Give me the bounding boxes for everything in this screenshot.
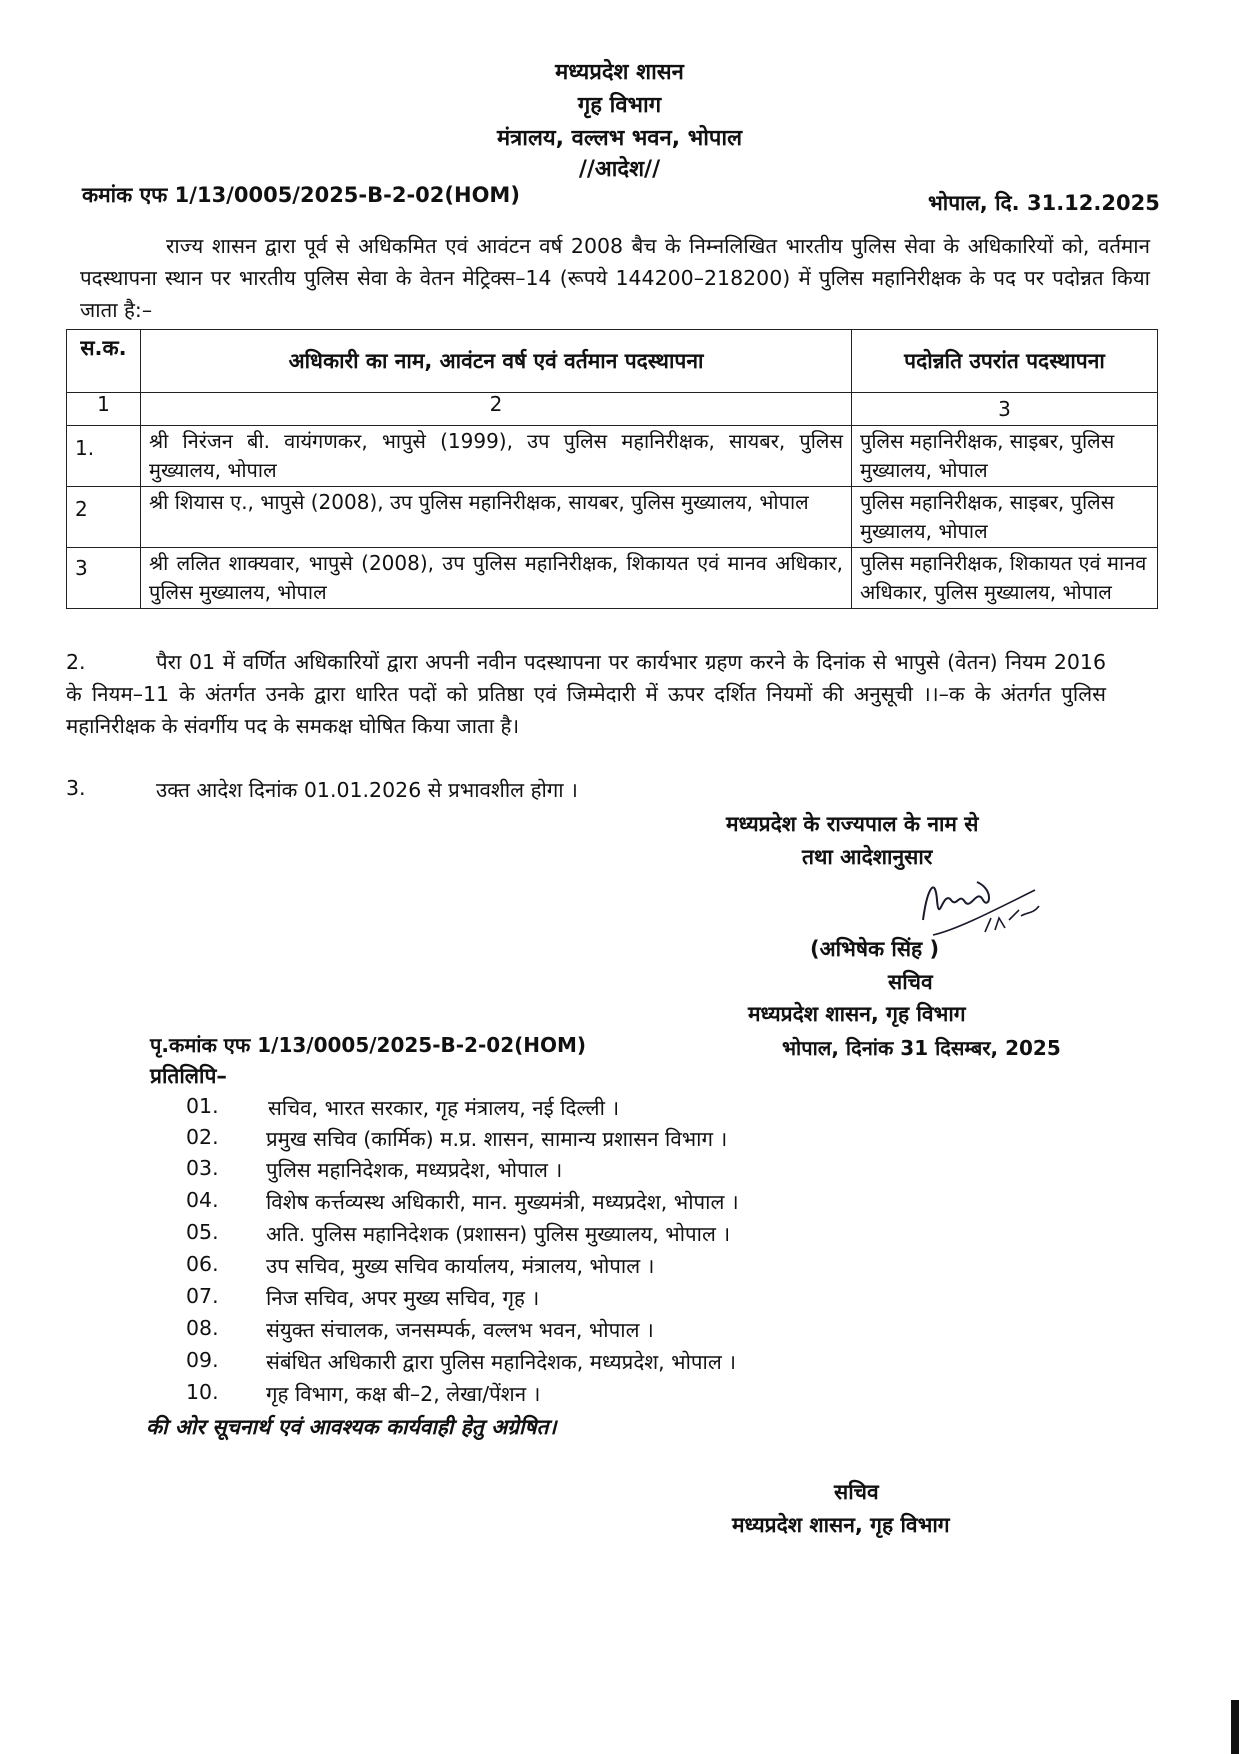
table-row	[67, 426, 1158, 487]
list-item-text: विशेष कर्त्तव्यस्थ अधिकारी, मान. मुख्यमंत्री, मध्यप्रदेश, भोपाल ।	[266, 1190, 739, 1214]
row-officer: श्री शियास ए., भापुसे (2008), उप पुलिस महानिरीक्षक, सायबर, पुलिस मुख्यालय, भोपाल	[141, 487, 852, 548]
row-sno: 3	[67, 548, 141, 609]
footer-department: मध्यप्रदेश शासन, गृह विभाग	[732, 1513, 950, 1537]
table-column-number-row	[67, 393, 1158, 426]
list-item-number: 06.	[186, 1252, 219, 1276]
list-item-number: 04.	[186, 1188, 219, 1212]
signatory-department: मध्यप्रदेश शासन, गृह विभाग	[748, 1002, 966, 1026]
column-number-1: 1	[67, 393, 141, 426]
header-posting: पदोन्नति उपरांत पदस्थापना	[852, 330, 1158, 393]
list-item-number: 07.	[186, 1284, 219, 1308]
column-number-3: 3	[852, 393, 1158, 426]
list-item-text: निज सचिव, अपर मुख्य सचिव, गृह ।	[266, 1286, 540, 1310]
list-item-text: संबंधित अधिकारी द्वारा पुलिस महानिदेशक, मध्यप्रदेश, भोपाल ।	[266, 1350, 737, 1374]
row-sno: 2	[67, 487, 141, 548]
copy-list	[186, 1094, 1086, 1414]
list-item-number: 09.	[186, 1348, 219, 1372]
para2-number: 2.	[66, 650, 86, 674]
table-header-row	[67, 330, 1158, 393]
row-officer: श्री निरंजन बी. वायंगणकर, भापुसे (1999), उप पुलिस महानिरीक्षक, सायबर, पुलिस मुख्यालय, भोपाल	[141, 426, 852, 487]
header-govt: मध्यप्रदेश शासन	[555, 60, 684, 85]
signature-scribble	[905, 870, 1055, 945]
list-item-text: प्रमुख सचिव (कार्मिक) म.प्र. शासन, सामान्य प्रशासन विभाग ।	[266, 1127, 728, 1151]
list-item-text: अति. पुलिस महानिदेशक (प्रशासन) पुलिस मुख्यालय, भोपाल ।	[266, 1222, 731, 1246]
header-order-title: //आदेश//	[578, 157, 661, 182]
list-item-number: 01.	[186, 1094, 219, 1118]
header-sno: स.क.	[67, 330, 141, 393]
footer-designation: सचिव	[834, 1480, 879, 1504]
column-number-2: 2	[141, 393, 852, 426]
header-address: मंत्रालय, वल्लभ भवन, भोपाल	[496, 126, 743, 151]
intro-paragraph: राज्य शासन द्वारा पूर्व से अधिकमित एवं आवंटन वर्ष 2008 बैच के निम्नलिखित भारतीय पुलिस सेवा के अधिकारियों को, वर्तमान पदस्थापना स्थान पर भारतीय पुलिस सेवा के वेतन मेट्रिक्स–14 (रूपये 144200–218200) में पुलिस महानिरीक्षक के पद पर पदोन्नत किया जाता है:–	[80, 234, 1150, 322]
row-sno: 1.	[67, 426, 141, 487]
table-row	[67, 487, 1158, 548]
para3-text: उक्त आदेश दिनांक 01.01.2026 से प्रभावशील होगा ।	[156, 778, 578, 802]
para3-number: 3.	[66, 776, 86, 800]
list-item-text: संयुक्त संचालक, जनसम्पर्क, वल्लभ भवन, भोपाल ।	[266, 1318, 654, 1342]
table-row	[67, 548, 1158, 609]
list-item-text: पुलिस महानिदेशक, मध्यप्रदेश, भोपाल ।	[266, 1158, 563, 1182]
order-place-date: भोपाल, दि. 31.12.2025	[928, 191, 1160, 215]
by-order-line: तथा आदेशानुसार	[802, 845, 933, 869]
endorsement-number: पृ.कमांक एफ 1/13/0005/2025-B-2-02(HOM)	[150, 1033, 587, 1057]
list-item-text: सचिव, भारत सरकार, गृह मंत्रालय, नई दिल्ली ।	[268, 1096, 620, 1120]
signatory-name: (अभिषेक सिंह )	[810, 937, 940, 961]
row-officer: श्री ललित शाक्यवार, भापुसे (2008), उप पुलिस महानिरीक्षक, शिकायत एवं मानव अधिकार, पुलिस मुख्यालय, भोपाल	[141, 548, 852, 609]
endorsement-place-date: भोपाल, दिनांक 31 दिसम्बर, 2025	[782, 1036, 1061, 1060]
header-department: गृह विभाग	[577, 93, 662, 118]
promotion-table	[66, 329, 1158, 609]
order-number: कमांक एफ 1/13/0005/2025-B-2-02(HOM)	[82, 183, 520, 207]
governor-authority-line: मध्यप्रदेश के राज्यपाल के नाम से	[726, 812, 979, 836]
copy-label: प्रतिलिपि–	[150, 1064, 227, 1088]
list-item-number: 03.	[186, 1156, 219, 1180]
signatory-designation: सचिव	[888, 970, 933, 994]
list-item-number: 02.	[186, 1125, 219, 1149]
forwarding-note: की ओर सूचनार्थ एवं आवश्यक कार्यवाही हेतु अग्रेषित।	[146, 1415, 557, 1439]
list-item-number: 08.	[186, 1316, 219, 1340]
list-item-number: 05.	[186, 1220, 219, 1244]
list-item-number: 10.	[186, 1380, 219, 1404]
list-item-text: गृह विभाग, कक्ष बी–2, लेखा/पेंशन ।	[266, 1382, 541, 1406]
header-officer: अधिकारी का नाम, आवंटन वर्ष एवं वर्तमान पदस्थापना	[141, 330, 852, 393]
row-posting: पुलिस महानिरीक्षक, शिकायत एवं मानव अधिकार, पुलिस मुख्यालय, भोपाल	[852, 548, 1158, 609]
para2-text: पैरा 01 में वर्णित अधिकारियों द्वारा अपनी नवीन पदस्थापना पर कार्यभार ग्रहण करने के दिनांक से भापुसे (वेतन) नियम 2016 के नियम–11 के अंतर्गत उनके द्वारा धारित पदों को प्रतिष्ठा एवं जिम्मेदारी में ऊपर दर्शित नियमों की अनुसूची ।।–क के अंतर्गत पुलिस महानिरीक्षक के संवर्गीय पद के समकक्ष घोषित किया जाता है।	[66, 650, 1106, 738]
row-posting: पुलिस महानिरीक्षक, साइबर, पुलिस मुख्यालय, भोपाल	[852, 487, 1158, 548]
page-edge-mark	[1231, 1700, 1239, 1754]
list-item-text: उप सचिव, मुख्य सचिव कार्यालय, मंत्रालय, भोपाल ।	[266, 1254, 655, 1278]
row-posting: पुलिस महानिरीक्षक, साइबर, पुलिस मुख्यालय, भोपाल	[852, 426, 1158, 487]
